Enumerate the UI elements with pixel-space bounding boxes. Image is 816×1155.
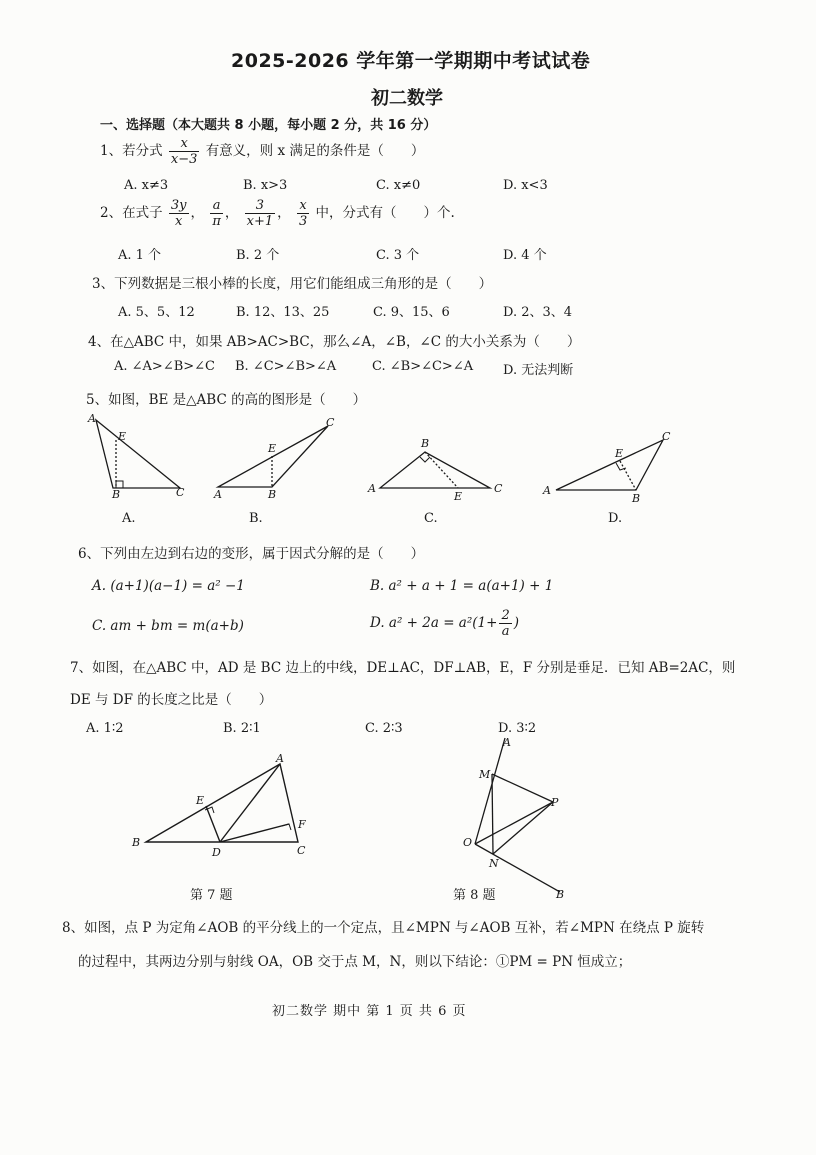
q5-figures xyxy=(80,410,760,510)
q5d-label-a: A xyxy=(543,484,551,497)
q7-caption: 第 7 题 xyxy=(190,888,233,903)
page-footer: 初二数学 期中 第 1 页 共 6 页 xyxy=(272,1004,467,1019)
q5a-label-b: B xyxy=(112,488,121,501)
q7-label-e: E xyxy=(196,794,205,807)
q1-option-d: D. x<3 xyxy=(503,178,548,193)
q7-option-d: D. 3∶2 xyxy=(498,721,537,736)
q7-figure xyxy=(126,750,326,860)
q8-label-p: P xyxy=(551,796,559,809)
q2-fraction-2: $\frac{a}{\pi}$ xyxy=(212,198,221,229)
q2-fraction-3: $\frac{3}{x+1}$ xyxy=(246,198,274,229)
q3-option-d: D. 2、3、4 xyxy=(503,305,573,320)
q3-option-c: C. 9、15、6 xyxy=(373,305,450,320)
q6-option-d: D. a² + 2a = a²(1+ $\frac{2}{a}$ ) xyxy=(370,608,520,639)
q6-option-a: A. (a+1)(a−1) = a² −1 xyxy=(92,578,245,594)
question-2: 2、在式子 $\frac{3y}{x}$ ， $\frac{a}{\pi}$ ， $\frac{3}{x+1}$ ， $\frac{x}{3}$ 中，分式有（ ）个. xyxy=(100,198,455,229)
question-5: 5、如图，BE 是△ABC 的高的图形是（ ） xyxy=(86,392,367,408)
q4-option-c: C. ∠B>∠C>∠A xyxy=(372,359,474,374)
question-7-line2: DE 与 DF 的长度之比是（ ） xyxy=(70,692,273,708)
q5-caption-a: A. xyxy=(122,511,136,526)
q6-option-c: C. am + bm = m(a+b) xyxy=(92,618,244,634)
q2-option-b: B. 2 个 xyxy=(236,248,280,263)
q5b-label-a: A xyxy=(214,488,222,501)
question-7-line1: 7、如图，在△ABC 中，AD 是 BC 边上的中线，DE⊥AC，DF⊥AB，E，F 分别是垂足．已知 AB=2AC，则 xyxy=(70,660,736,676)
q7-label-c: C xyxy=(297,844,306,857)
q5b-label-c: C xyxy=(326,416,335,429)
q5c-label-b: B xyxy=(421,437,430,450)
q2-prefix: 2、在式子 xyxy=(100,205,163,221)
q5b-label-b: B xyxy=(268,488,277,501)
q5-caption-b: B. xyxy=(249,511,263,526)
question-6: 6、下列由左边到右边的变形，属于因式分解的是（ ） xyxy=(78,546,425,562)
q8-label-n: N xyxy=(489,857,499,870)
q1-option-c: C. x≠0 xyxy=(376,178,421,193)
section-heading: 一、选择题（本大题共 8 小题，每小题 2 分，共 16 分） xyxy=(100,118,437,133)
q2-fraction-1: $\frac{3y}{x}$ xyxy=(170,198,187,229)
q1-fraction: $\frac{x}{x-3}$ xyxy=(170,136,198,167)
q5a-label-a: A xyxy=(88,412,96,425)
q8-label-b: B xyxy=(556,888,565,901)
q5a-label-c: C xyxy=(176,486,185,499)
question-1 xyxy=(100,136,424,167)
q4-option-a: A. ∠A>∠B>∠C xyxy=(114,359,216,374)
q7-option-b: B. 2∶1 xyxy=(223,721,261,736)
q5-caption-d: D. xyxy=(608,511,623,526)
q4-option-d: D. 无法判断 xyxy=(503,363,574,378)
q5d-label-e: E xyxy=(615,447,624,460)
q7-label-d: D xyxy=(212,846,221,859)
q6-option-b: B. a² + a + 1 = a(a+1) + 1 xyxy=(370,578,554,594)
q8-figure xyxy=(455,732,585,902)
q1-option-a: A. x≠3 xyxy=(124,178,169,193)
q5c-label-c: C xyxy=(494,482,503,495)
q1-option-b: B. x>3 xyxy=(243,178,288,193)
q3-option-b: B. 12、13、25 xyxy=(236,305,330,320)
exam-subtitle: 初二数学 xyxy=(371,88,443,109)
q5c-label-e: E xyxy=(454,490,463,503)
q5a-label-e: E xyxy=(118,430,127,443)
q8-caption: 第 8 题 xyxy=(453,888,496,903)
question-3: 3、下列数据是三根小棒的长度，用它们能组成三角形的是（ ） xyxy=(92,276,493,292)
q3-option-a: A. 5、5、12 xyxy=(118,305,195,320)
q1-suffix: 有意义，则 x 满足的条件是（ ） xyxy=(205,143,425,159)
q5c-label-a: A xyxy=(368,482,376,495)
q7-option-c: C. 2∶3 xyxy=(365,721,403,736)
q5d-label-b: B xyxy=(632,492,641,505)
q5-figure-a xyxy=(96,420,180,488)
q8-angle xyxy=(475,738,560,892)
q5-figure-b xyxy=(218,426,328,487)
question-8-line1: 8、如图，点 P 为定角∠AOB 的平分线上的一个定点，且∠MPN 与∠AOB 互补，若∠MPN 在绕点 P 旋转 xyxy=(62,920,705,936)
q2-option-c: C. 3 个 xyxy=(376,248,420,263)
q8-label-o: O xyxy=(463,836,473,849)
q5-caption-c: C. xyxy=(424,511,438,526)
q7-label-a: A xyxy=(276,752,284,765)
q7-triangle xyxy=(146,764,298,842)
q5-figure-d xyxy=(556,440,663,490)
q5b-label-e: E xyxy=(268,442,277,455)
q2-option-a: A. 1 个 xyxy=(118,248,162,263)
q5-figure-c xyxy=(380,452,490,488)
q1-prefix: 1、若分式 xyxy=(100,143,163,159)
q8-label-a: A xyxy=(503,736,511,749)
q2-suffix: 中，分式有（ ）个. xyxy=(315,205,455,221)
q5d-label-c: C xyxy=(662,430,671,443)
question-4: 4、在△ABC 中，如果 AB>AC>BC，那么∠A，∠B，∠C 的大小关系为（ ） xyxy=(88,334,581,350)
q4-option-b: B. ∠C>∠B>∠A xyxy=(235,359,337,374)
q7-label-b: B xyxy=(132,836,141,849)
q7-label-f: F xyxy=(298,818,306,831)
exam-title: 2025-2026 学年第一学期期中考试试卷 xyxy=(231,50,591,72)
question-8-line2: 的过程中，其两边分别与射线 OA，OB 交于点 M，N，则以下结论：①PM = PN 恒成立； xyxy=(78,954,632,970)
q8-label-m: M xyxy=(479,768,491,781)
q7-option-a: A. 1∶2 xyxy=(86,721,124,736)
q2-option-d: D. 4 个 xyxy=(503,248,547,263)
q2-fraction-4: $\frac{x}{3}$ xyxy=(298,198,308,229)
